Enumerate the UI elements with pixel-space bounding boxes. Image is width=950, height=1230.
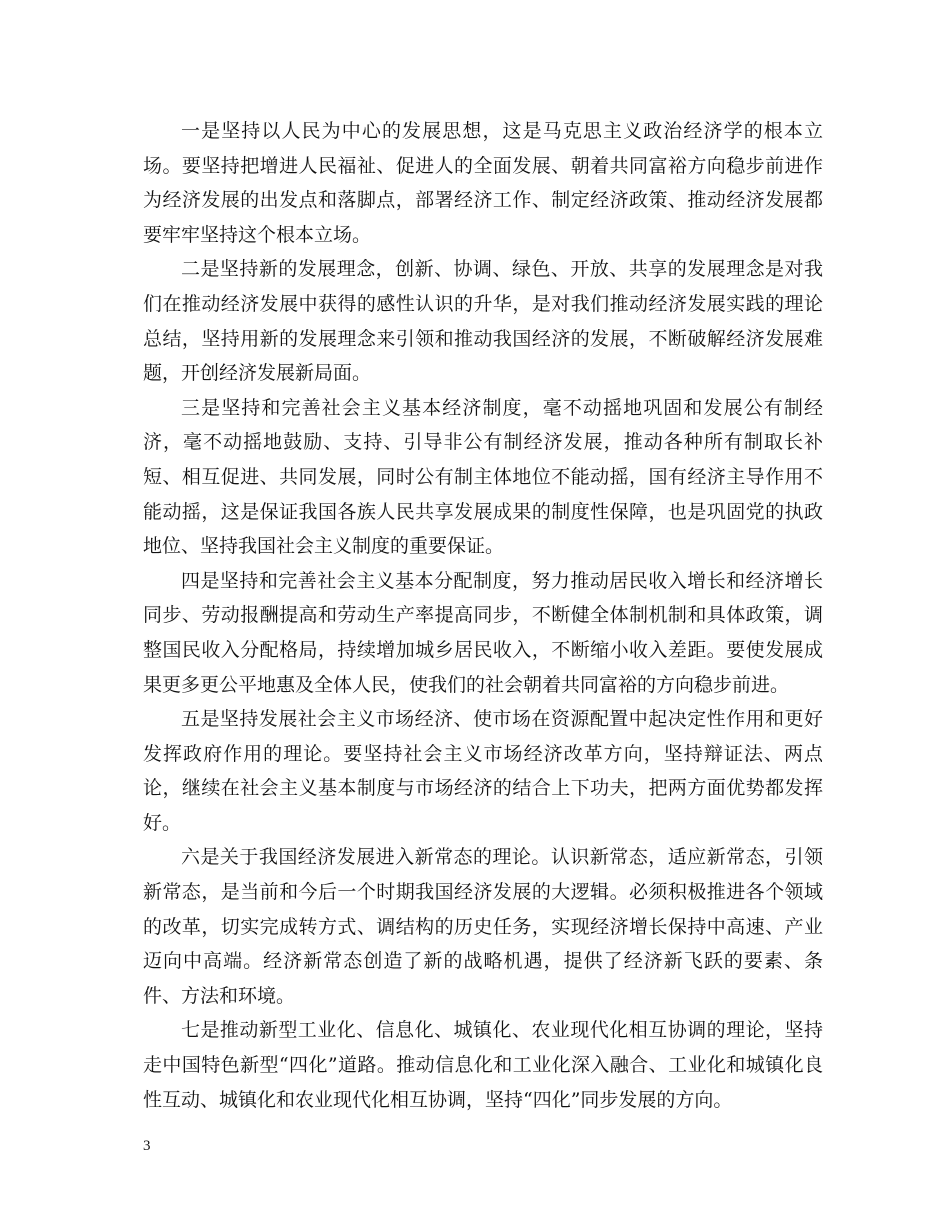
paragraph-2: 二是坚持新的发展理念，创新、协调、绿色、开放、共享的发展理念是对我们在推动经济发展中获得的感性认识的升华，是对我们推动经济发展实践的理论总结，坚持用新的发展理念来引领和推动我国经济的发展，不断破解经济发展难题，开创经济发展新局面。 (143, 258, 823, 385)
paragraph-7: 七是推动新型工业化、信息化、城镇化、农业现代化相互协调的理论，坚持走中国特色新型“四化”道路。推动信息化和工业化深入融合、工业化和城镇化良性互动、城镇化和农业现代化相互协调，坚持“四化”同步发展的方向。 (143, 1019, 823, 1111)
document-body (143, 114, 823, 1117)
paragraph-5: 五是坚持发展社会主义市场经济、使市场在资源配置中起决定性作用和更好发挥政府作用的理论。要坚持社会主义市场经济改革方向，坚持辩证法、两点论，继续在社会主义基本制度与市场经济的结合上下功夫，把两方面优势都发挥好。 (143, 708, 823, 834)
paragraph-3: 三是坚持和完善社会主义基本经济制度，毫不动摇地巩固和发展公有制经济，毫不动摇地鼓励、支持、引导非公有制经济发展，推动各种所有制取长补短、相互促进、共同发展，同时公有制主体地位不能动摇，国有经济主导作用不能动摇，这是保证我国各族人民共享发展成果的制度性保障，也是巩固党的执政地位、坚持我国社会主义制度的重要保证。 (143, 396, 823, 558)
paragraph-4: 四是坚持和完善社会主义基本分配制度，努力推动居民收入增长和经济增长同步、劳动报酬提高和劳动生产率提高同步，不断健全体制机制和具体政策，调整国民收入分配格局，持续增加城乡居民收入，不断缩小收入差距。要使发展成果更多更公平地惠及全体人民，使我们的社会朝着共同富裕的方向稳步前进。 (143, 569, 823, 696)
paragraph-1: 一是坚持以人民为中心的发展思想，这是马克思主义政治经济学的根本立场。要坚持把增进人民福祉、促进人的全面发展、朝着共同富裕方向稳步前进作为经济发展的出发点和落脚点，部署经济工作、制定经济政策、推动经济发展都要牢牢坚持这个根本立场。 (143, 120, 823, 246)
paragraph-6: 六是关于我国经济发展进入新常态的理论。认识新常态，适应新常态，引领新常态，是当前和今后一个时期我国经济发展的大逻辑。必须积极推进各个领域的改革，切实完成转方式、调结构的历史任务，实现经济增长保持中高速、产业迈向中高端。经济新常态创造了新的战略机遇，提供了经济新飞跃的要素、条件、方法和环境。 (143, 846, 823, 1007)
page-number: 3 (143, 1138, 151, 1154)
